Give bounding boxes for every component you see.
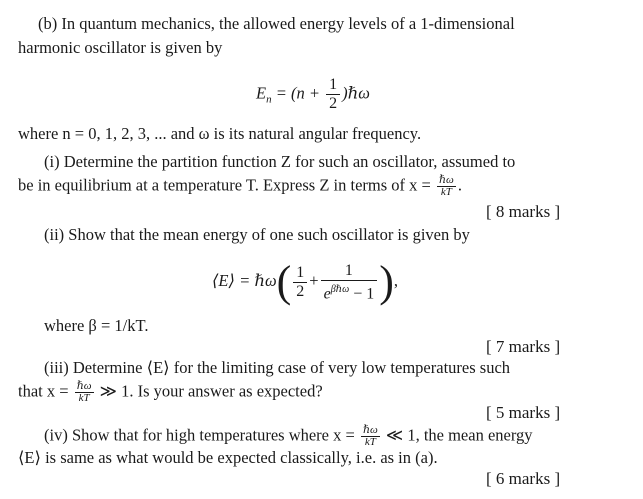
eq2-f2-den [321, 281, 378, 303]
q4-marks: [ 6 marks ] [486, 469, 561, 488]
q1-frac-den: kT [440, 186, 452, 198]
q4-frac-num: ℏω [362, 424, 378, 436]
q1-line-1: (i) Determine the partition function Z for such an oscillator, assumed to [44, 152, 516, 171]
eq2-fraction-2 [321, 262, 378, 303]
q1-frac-num: ℏω [438, 174, 454, 186]
q3-line-2 [18, 381, 323, 404]
eq1-tail: )ℏω [342, 83, 370, 103]
q1-marks: [ 8 marks ] [486, 202, 561, 221]
eq1-den: 2 [329, 95, 338, 112]
where-n-line: where n = 0, 1, 2, 3, ... and ω is its natural angular frequency. [18, 124, 422, 143]
eq2-f1-num: 1 [293, 264, 307, 283]
q2-where-beta: where β = 1/kT. [44, 316, 149, 335]
q4-line-1-pre: (iv) Show that for high temperatures where x = [44, 425, 359, 445]
eq2-f2-den-exp: βℏω [330, 283, 350, 295]
q3-frac-den: kT [78, 392, 90, 404]
mean-energy-equation [212, 256, 398, 306]
q3-line-2-post: ≫ 1. Is your answer as expected? [95, 381, 323, 401]
eq1-mid: = (n + [271, 83, 325, 103]
q1-line-2 [18, 175, 462, 198]
q1-fraction [437, 175, 456, 198]
eq2-f2-den-base: e [323, 284, 331, 302]
eq2-left-paren: ( [276, 257, 292, 307]
eq2-right-paren: ) [379, 257, 394, 307]
part-b-line-2: harmonic oscillator is given by [18, 38, 223, 57]
q3-fraction [75, 381, 94, 404]
energy-equation [256, 76, 370, 116]
q3-line-2-pre: that x = [18, 381, 73, 401]
eq2-end: , [393, 271, 398, 290]
eq2-f2-den-rest: − 1 [349, 284, 375, 302]
q3-marks: [ 5 marks ] [486, 403, 561, 422]
q4-line-1 [44, 425, 533, 448]
q1-line-2-post: . [457, 175, 462, 195]
eq2-fraction-1 [293, 264, 307, 301]
q4-frac-den: kT [364, 436, 376, 448]
q4-fraction [361, 425, 380, 448]
q4-line-1-post: ≪ 1, the mean energy [381, 425, 533, 445]
q2-line-1: (ii) Show that the mean energy of one such oscillator is given by [44, 225, 470, 244]
eq2-f2-num: 1 [321, 262, 378, 281]
q1-line-2-pre: be in equilibrium at a temperature T. Express Z in terms of x = [18, 175, 435, 195]
part-b-line-1: (b) In quantum mechanics, the allowed energy levels of a 1-dimensional [38, 14, 515, 33]
q4-line-2: ⟨E⟩ is same as what would be expected classically, i.e. as in (a). [18, 448, 438, 467]
eq1-fraction [326, 76, 340, 113]
eq2-plus: + [309, 271, 319, 290]
eq1-num: 1 [326, 76, 340, 95]
eq2-lhs: ⟨E⟩ = ℏω [212, 271, 277, 290]
q2-marks: [ 7 marks ] [486, 337, 561, 356]
eq2-f1-den: 2 [296, 282, 305, 300]
eq1-sub: n [266, 93, 272, 106]
eq1-lhs: E [256, 83, 267, 103]
q3-line-1: (iii) Determine ⟨E⟩ for the limiting case of very low temperatures such [44, 358, 511, 377]
q3-frac-num: ℏω [76, 380, 92, 392]
